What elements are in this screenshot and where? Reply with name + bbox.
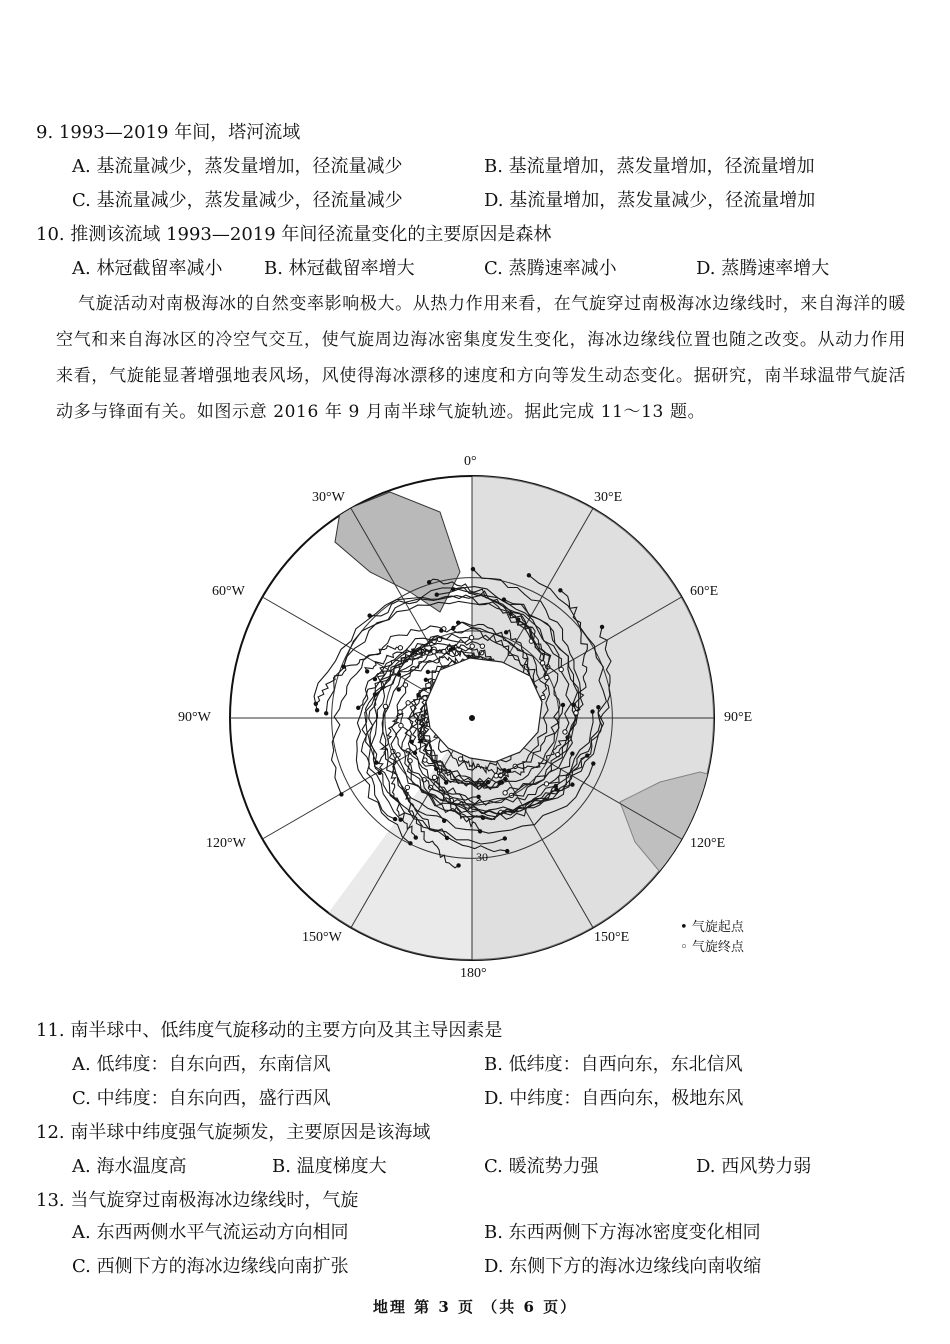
- q11-option-b: B. 低纬度：自西向东，东北信风: [484, 1054, 743, 1075]
- cyclone-end-point: [480, 644, 484, 648]
- cyclone-start-point: [591, 761, 595, 765]
- cyclone-start-point: [505, 849, 509, 853]
- lon-label-180: 180°: [460, 966, 487, 981]
- lon-label-150w: 150°W: [302, 930, 342, 945]
- lon-label-30w: 30°W: [312, 490, 345, 505]
- cyclone-start-point: [435, 592, 439, 596]
- cyclone-start-point: [503, 777, 507, 781]
- cyclone-end-point: [545, 675, 549, 679]
- q13-option-d: D. 东侧下方的海冰边缘线向南收缩: [484, 1256, 762, 1277]
- cyclone-start-point: [339, 792, 343, 796]
- cyclone-start-point: [374, 760, 378, 764]
- cyclone-start-point: [570, 782, 574, 786]
- q12-option-b: B. 温度梯度大: [272, 1156, 387, 1177]
- q13-stem: 13. 当气旋穿过南极海冰边缘线时，气旋: [36, 1190, 359, 1211]
- passage: 气旋活动对南极海冰的自然变率影响极大。从热力作用来看，在气旋穿过南极海冰边缘线时，来自海洋的暖空气和来自海冰区的冷空气交互，使气旋周边海冰密集度发生变化，海冰边缘线位置也随之改变。从动力作用来看，气旋能显著增强地表风场，风使得海冰漂移的速度和方向等发生动态变化。据研究，南半球温带气旋活动多与锋面有关。如图示意 2016 年 9 月南半球气旋轨迹。据此完成 11～13 题。: [56, 294, 906, 422]
- cyclone-start-point: [413, 751, 417, 755]
- q9-option-d: D. 基流量增加，蒸发量减少，径流量增加: [484, 190, 816, 211]
- page-footer: 地理 第 3 页 （共 6 页）: [372, 1298, 578, 1316]
- cyclone-end-point: [559, 667, 563, 671]
- lon-label-120w: 120°W: [206, 836, 246, 851]
- lon-label-30e: 30°E: [594, 490, 623, 505]
- cyclone-end-point: [494, 774, 498, 778]
- cyclone-end-point: [432, 775, 436, 779]
- q9-stem: 9. 1993—2019 年间，塔河流域: [36, 122, 301, 143]
- cyclone-end-point: [398, 646, 402, 650]
- q12-option-a: A. 海水温度高: [72, 1156, 187, 1177]
- cyclone-end-point: [540, 661, 544, 665]
- q13-option-a: A. 东西两侧水平气流运动方向相同: [72, 1222, 349, 1243]
- cyclone-start-point: [414, 835, 418, 839]
- cyclone-end-point: [503, 791, 507, 795]
- cyclone-start-point: [426, 670, 430, 674]
- cyclone-start-point: [527, 573, 531, 577]
- cyclone-start-point: [356, 706, 360, 710]
- lon-label-120e: 120°E: [690, 836, 726, 851]
- cyclone-start-point: [502, 597, 506, 601]
- cyclone-end-point: [458, 757, 462, 761]
- cyclone-start-point: [451, 587, 455, 591]
- cyclone-start-point: [398, 818, 402, 822]
- lon-label-90e: 90°E: [724, 710, 753, 725]
- cyclone-start-point: [476, 795, 480, 799]
- cyclone-start-point: [503, 836, 507, 840]
- cyclone-start-point: [600, 625, 604, 629]
- cyclone-end-point: [563, 730, 567, 734]
- cyclone-start-point: [393, 817, 397, 821]
- cyclone-start-point: [439, 628, 443, 632]
- q10-stem: 10. 推测该流域 1993—2019 年间径流量变化的主要原因是森林: [36, 224, 552, 245]
- q10-option-b: B. 林冠截留率增大: [264, 258, 415, 279]
- cyclone-start-point: [449, 647, 453, 651]
- q11-option-c: C. 中纬度：自东向西，盛行西风: [72, 1088, 331, 1109]
- cyclone-start-point: [596, 705, 600, 709]
- cyclone-end-point: [470, 644, 474, 648]
- cyclone-start-point: [558, 588, 562, 592]
- legend-start: • 气旋起点: [680, 920, 744, 935]
- cyclone-start-point: [315, 708, 319, 712]
- polar-map: [140, 452, 820, 992]
- cyclone-end-point: [544, 782, 548, 786]
- cyclone-start-point: [554, 787, 558, 791]
- cyclone-start-point: [585, 753, 589, 757]
- cyclone-end-point: [541, 695, 545, 699]
- q10-option-a: A. 林冠截留率减小: [72, 258, 223, 279]
- cyclone-start-point: [471, 567, 475, 571]
- lon-label-90w: 90°W: [178, 710, 211, 725]
- cyclone-end-point: [406, 701, 410, 705]
- lon-label-150e: 150°E: [594, 930, 630, 945]
- cyclone-start-point: [367, 613, 371, 617]
- cyclone-start-point: [419, 739, 423, 743]
- q12-option-c: C. 暖流势力强: [484, 1156, 599, 1177]
- cyclone-start-point: [408, 841, 412, 845]
- cyclone-start-point: [444, 780, 448, 784]
- cyclone-start-point: [365, 669, 369, 673]
- q12-option-d: D. 西风势力弱: [696, 1156, 812, 1177]
- cyclone-end-point: [403, 683, 407, 687]
- cyclone-end-point: [432, 649, 436, 653]
- start-dot-icon: •: [680, 920, 688, 935]
- cyclone-start-point: [456, 863, 460, 867]
- cyclone-start-point: [570, 751, 574, 755]
- cyclone-start-point: [324, 711, 328, 715]
- q9-option-b: B. 基流量增加，蒸发量增加，径流量增加: [484, 156, 815, 177]
- q11-option-d: D. 中纬度：自西向东，极地东风: [484, 1088, 744, 1109]
- lat-label-60: 60: [476, 778, 488, 792]
- cyclone-end-point: [398, 710, 402, 714]
- q12-stem: 12. 南半球中纬度强气旋频发，主要原因是该海域: [36, 1122, 431, 1143]
- cyclone-end-point: [383, 704, 387, 708]
- cyclone-start-point: [451, 626, 455, 630]
- cyclone-start-point: [397, 687, 401, 691]
- cyclone-end-point: [574, 711, 578, 715]
- cyclone-start-point: [424, 678, 428, 682]
- q10-option-c: C. 蒸腾速率减小: [484, 258, 617, 279]
- cyclone-track-map: [140, 452, 820, 992]
- cyclone-start-point: [341, 664, 345, 668]
- lon-label-0: 0°: [464, 454, 477, 469]
- lat-label-30: 30: [476, 850, 488, 864]
- end-dot-icon: ◦: [680, 940, 688, 955]
- q13-option-b: B. 东西两侧下方海冰密度变化相同: [484, 1222, 761, 1243]
- q9-option-a: A. 基流量减少，蒸发量增加，径流量减少: [72, 156, 403, 177]
- cyclone-end-point: [469, 635, 473, 639]
- q9-option-c: C. 基流量减少，蒸发量减少，径流量减少: [72, 190, 403, 211]
- cyclone-start-point: [561, 703, 565, 707]
- lon-label-60w: 60°W: [212, 584, 245, 599]
- q13-option-c: C. 西侧下方的海冰边缘线向南扩张: [72, 1256, 349, 1277]
- lon-label-60e: 60°E: [690, 584, 719, 599]
- cyclone-start-point: [427, 580, 431, 584]
- legend-end: ◦ 气旋终点: [680, 940, 744, 955]
- q10-option-d: D. 蒸腾速率增大: [696, 258, 830, 279]
- cyclone-end-point: [405, 785, 409, 789]
- cyclone-end-point: [399, 723, 403, 727]
- cyclone-start-point: [410, 740, 414, 744]
- cyclone-start-point: [590, 709, 594, 713]
- cyclone-start-point: [445, 836, 449, 840]
- cyclone-start-point: [504, 630, 508, 634]
- q11-option-a: A. 低纬度：自东向西，东南信风: [72, 1054, 331, 1075]
- q11-stem: 11. 南半球中、低纬度气旋移动的主要方向及其主导因素是: [36, 1020, 503, 1041]
